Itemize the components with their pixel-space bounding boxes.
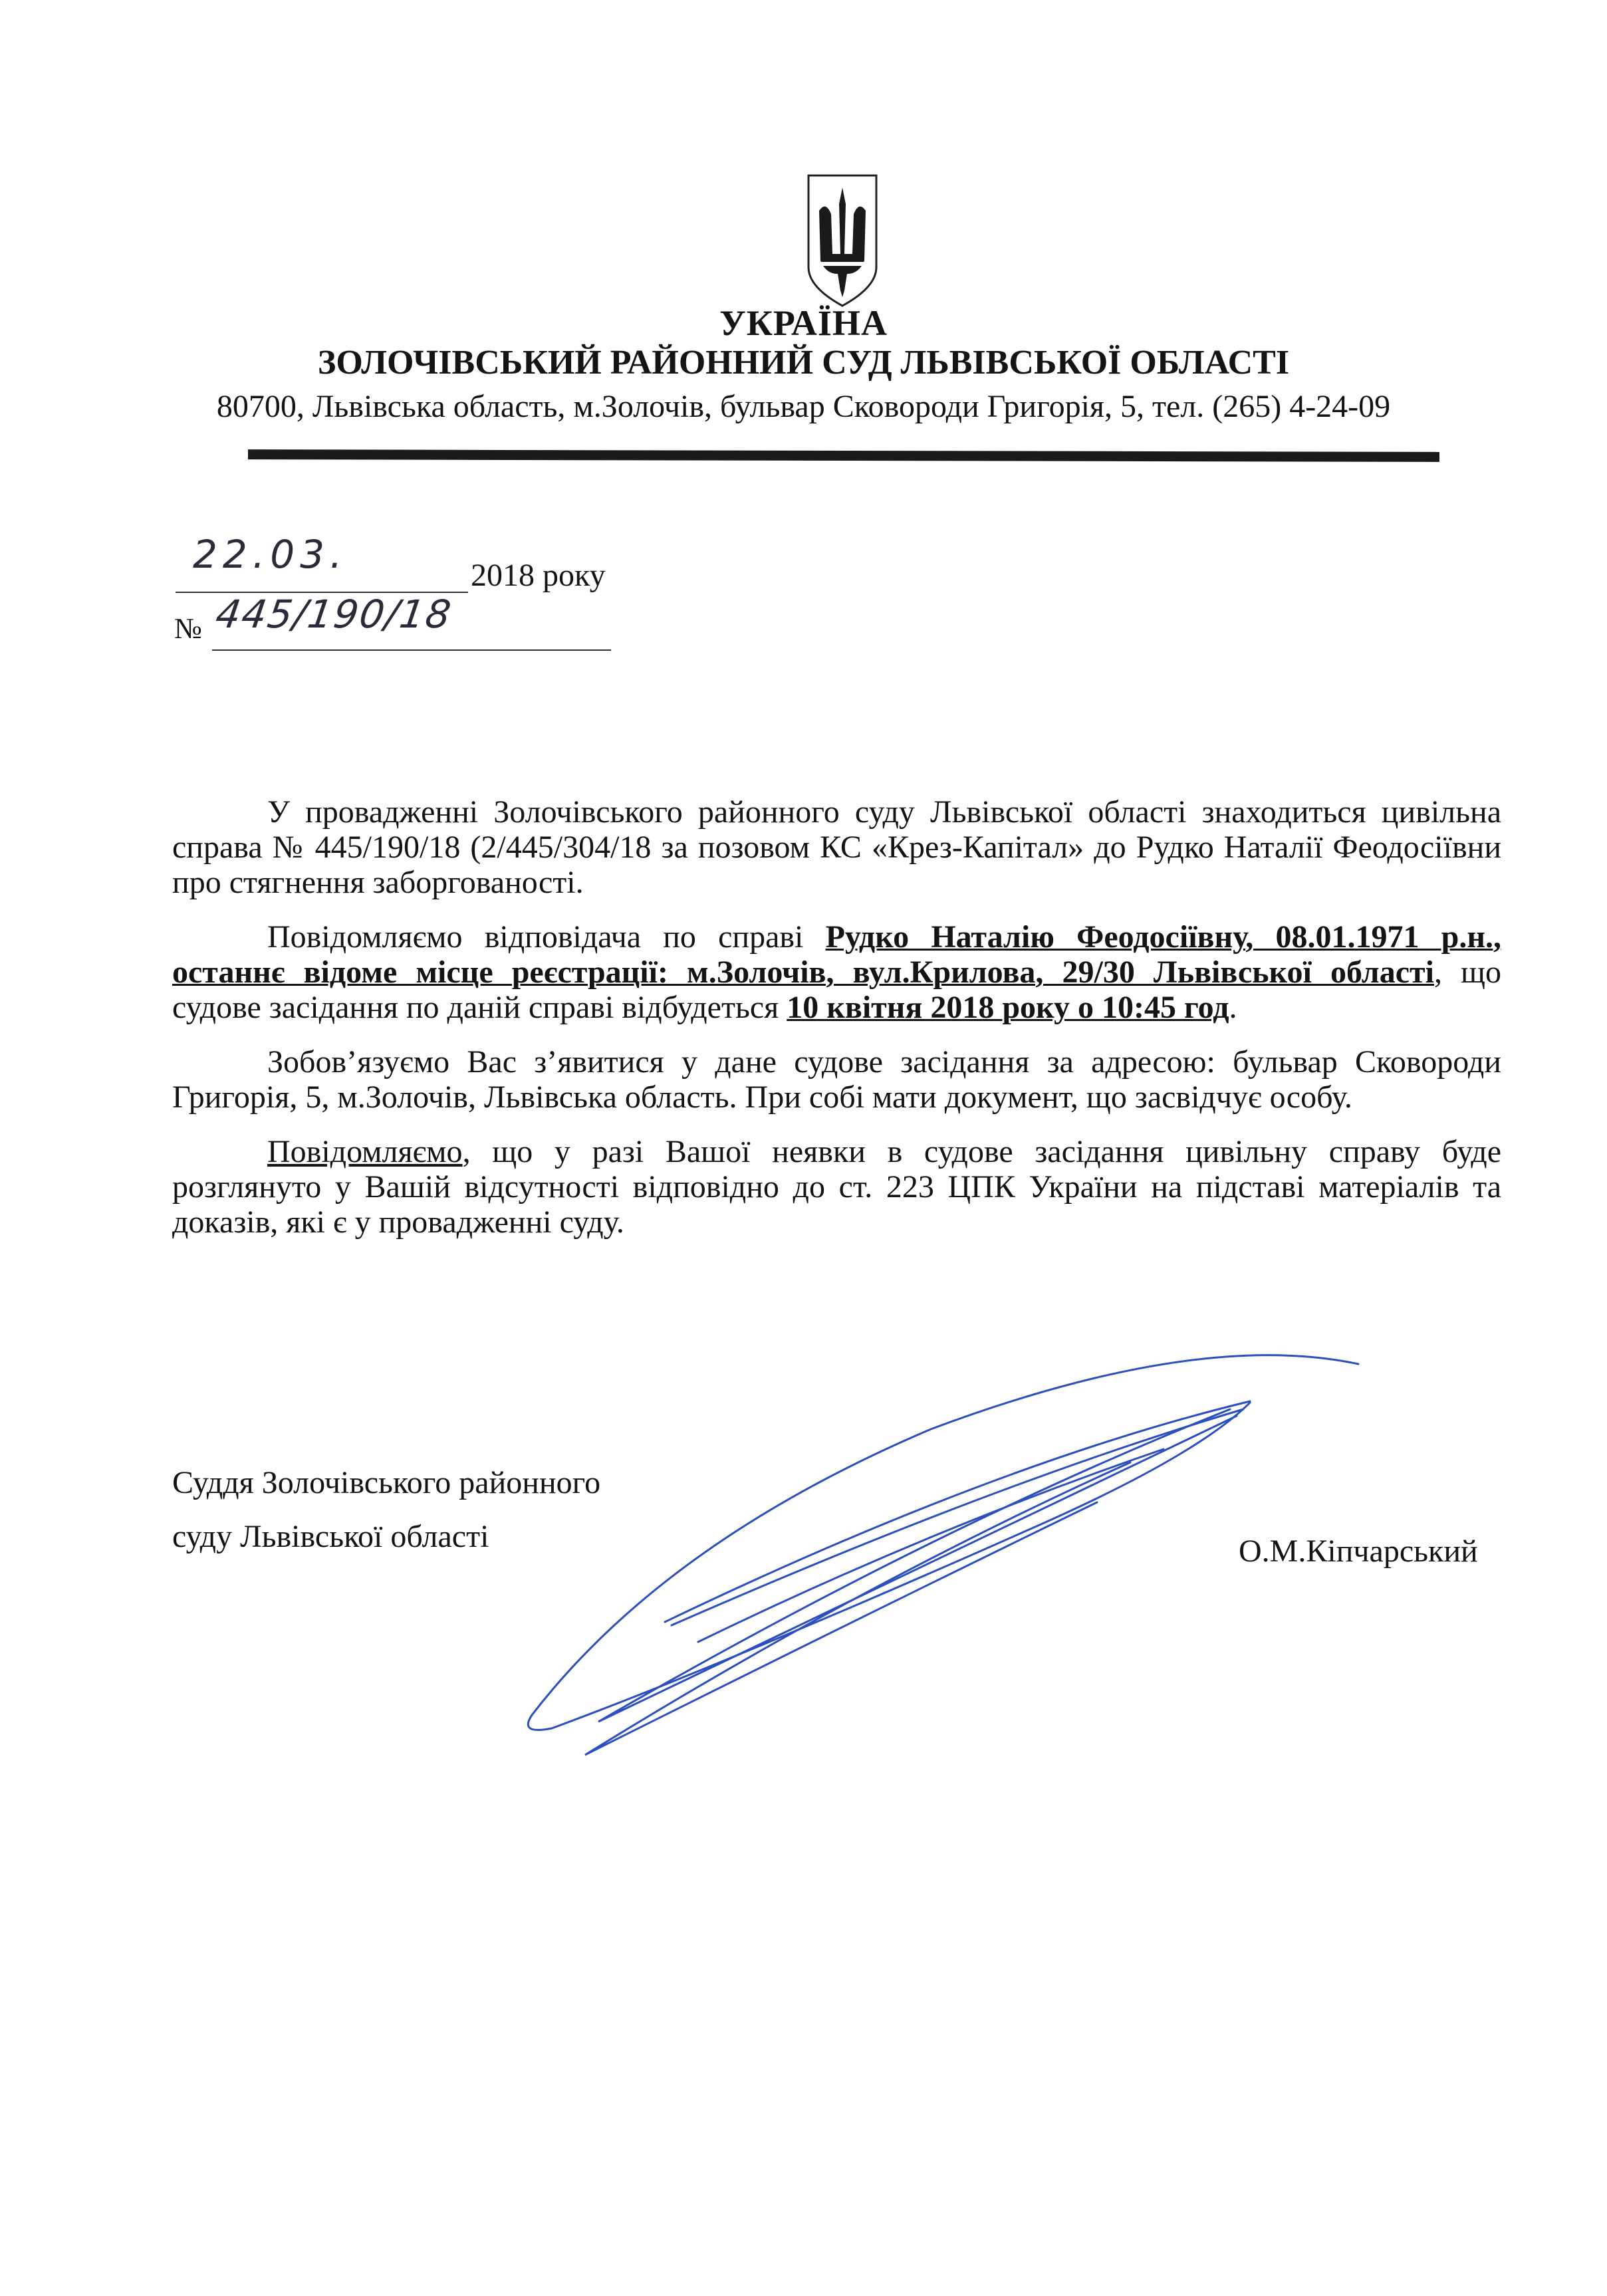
signature-stroke [598, 1409, 1237, 1722]
notice-text: Повідомляємо відповідача по справі [267, 919, 826, 955]
judge-title-line2: суду Львівської області [172, 1519, 489, 1554]
court-name-heading: ЗОЛОЧІВСЬКИЙ РАЙОННИЙ СУД ЛЬВІВСЬКОЇ ОБЛАСТІ [317, 344, 1290, 382]
court-address: 80700, Львівська область, м.Золочів, бульвар Сковороди Григорія, 5, тел. (265) 4-24-09 [216, 389, 1391, 424]
warning-text: , що у разі Вашої неявки в судове засідання цивільну справу буде розглянуто у Вашій відсутності відповідно до ст. 223 ЦПК України на підставі матеріалів та доказів, які є у провадженні суду. [172, 1134, 1501, 1240]
paragraph-notice [172, 919, 1501, 1025]
signature-stroke [698, 1449, 1164, 1642]
header-divider [248, 449, 1439, 462]
signature-stroke [665, 1401, 1250, 1625]
paragraph-case-info: У провадженні Золочівського районного суду Львівської області знаходиться цивільна справа № 445/190/18 (2/445/304/18 за позовом КС «Крез-Капітал» до Рудко Наталії Феодосіївни про стягнення заборгованості. [172, 794, 1501, 900]
judge-name: О.М.Кіпчарський [1239, 1534, 1478, 1569]
signature-stroke [528, 1355, 1358, 1730]
country-heading: УКРАЇНА [719, 303, 888, 343]
judge-title-line1: Суддя Золочівського районного [172, 1465, 601, 1500]
paragraph-summons: Зобов’язуємо Вас з’явитися у дане судове засідання за адресою: бульвар Сковороди Григорія, 5, м.Золочів, Львівська область. При собі мати документ, що засвідчує особу. [172, 1044, 1501, 1115]
date-year: 2018 року [471, 558, 606, 593]
defendant-info: Рудко Наталію Феодосіївну, 08.01.1971 р.н., останнє відоме місце реєстрації: м.Золочів, вул.Крилова, 29/30 Львівської області [172, 919, 1501, 990]
number-sign: № [174, 612, 202, 645]
paragraph-warning [172, 1134, 1501, 1240]
handwritten-date: 22.03. [193, 532, 348, 577]
handwritten-case-number: 445/190/18 [213, 592, 455, 637]
notice-text-2: , що судове засідання по даній справі відбудеться [172, 955, 1501, 1025]
hearing-datetime: 10 квітня 2018 року о 10:45 год [787, 990, 1229, 1025]
number-underline [212, 649, 611, 651]
warning-lead: Повідомляємо [267, 1134, 463, 1169]
signature-stroke [585, 1462, 1130, 1755]
trident-emblem-icon [806, 174, 879, 307]
notice-period: . [1229, 990, 1237, 1025]
letter-body [172, 794, 1501, 1259]
